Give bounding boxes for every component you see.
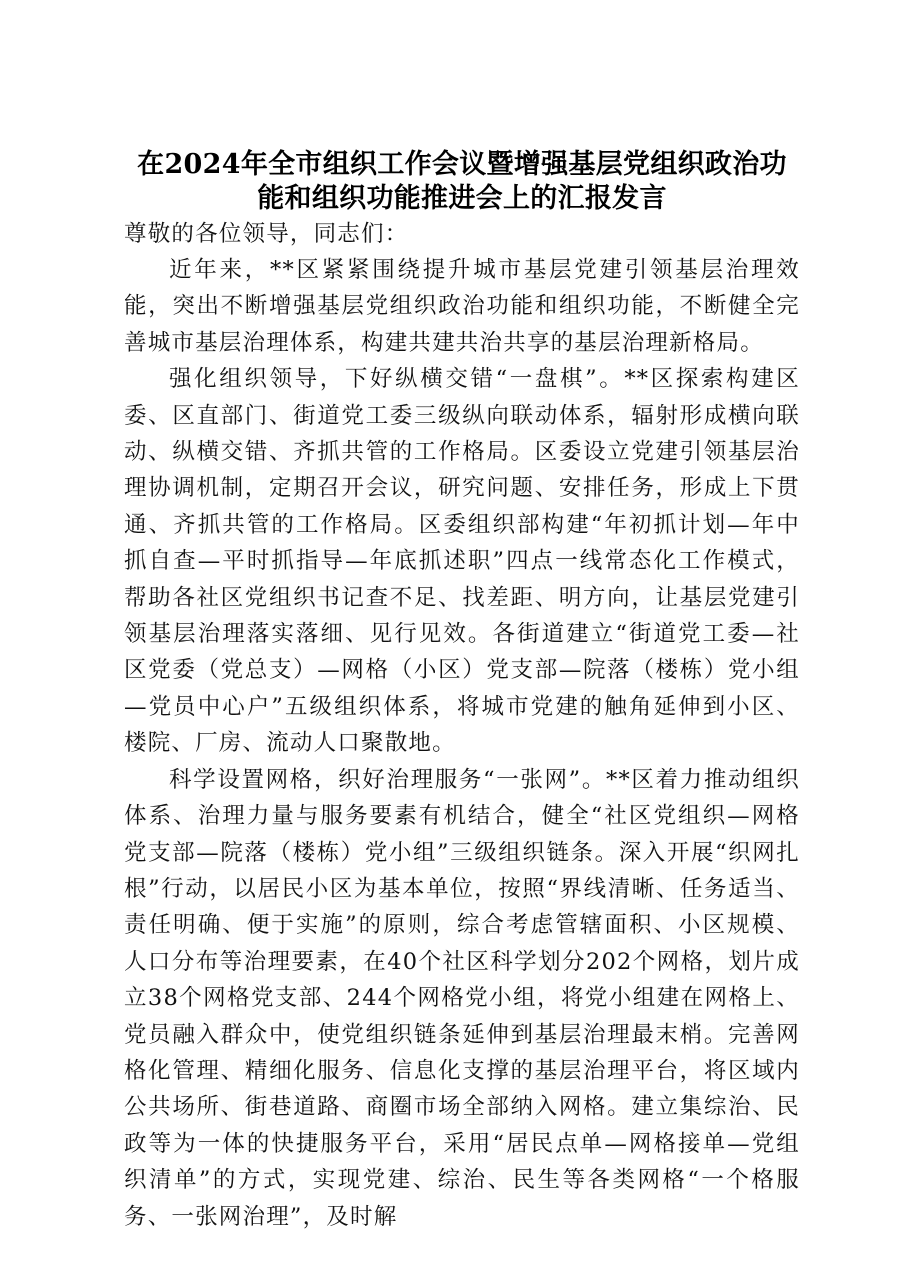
document-title: 在2024年全市组织工作会议暨增强基层党组织政治功能和组织功能推进会上的汇报发言: [137, 149, 787, 214]
paragraph-grid-setup: 科学设置网格，织好治理服务“一张网”。**区着力推动组织体系、治理力量与服务要素有机结合，健全“社区党组织—网格党支部—院落（楼栋）党小组”三级组织链条。深入开展“织网扎根”行动，以居民小区为基本单位，按照“界线清晰、任务适当、责任明确、便于实施”的原则，综合考虑管辖面积、小区规模、人口分布等治理要素，在40个社区科学划分202个网格，划片成立38个网格党支部、244个网格党小组，将党小组建在网格上、党员融入群众中，使党组织链条延伸到基层治理最末梢。完善网格化管理、精细化服务、信息化支撑的基层治理平台，将区域内公共场所、街巷道路、商圈市场全部纳入网格。建立集综治、民政等为一体的快捷服务平台，采用“居民点单—网格接单—党组织清单”的方式，实现党建、综治、民生等各类网格“一个格服务、一张网治理”，及时解: [124, 766, 800, 1230]
salutation: 尊敬的各位领导，同志们：: [124, 221, 409, 247]
document-body: [124, 148, 800, 1235]
paragraph-organization-leadership: 强化组织领导，下好纵横交错“一盘棋”。**区探索构建区委、区直部门、街道党工委三级纵向联动体系，辐射形成横向联动、纵横交错、齐抓共管的工作格局。区委设立党建引领基层治理协调机制，定期召开会议，研究问题、安排任务，形成上下贯通、齐抓共管的工作格局。区委组织部构建“年初抓计划—年中抓自查—平时抓指导—年底抓述职”四点一线常态化工作模式，帮助各社区党组织书记查不足、找差距、明方向，让基层党建引领基层治理落实落细、见行见效。各街道建立“街道党工委—社区党委（党总支）—网格（小区）党支部—院落（楼栋）党小组—党员中心户”五级组织体系，将城市党建的触角延伸到小区、楼院、厂房、流动人口聚散地。: [124, 366, 800, 757]
paragraph-intro: 近年来，**区紧紧围绕提升城市基层党建引领基层治理效能，突出不断增强基层党组织政治功能和组织功能，不断健全完善城市基层治理体系，构建共建共治共享的基层治理新格局。: [124, 257, 800, 356]
